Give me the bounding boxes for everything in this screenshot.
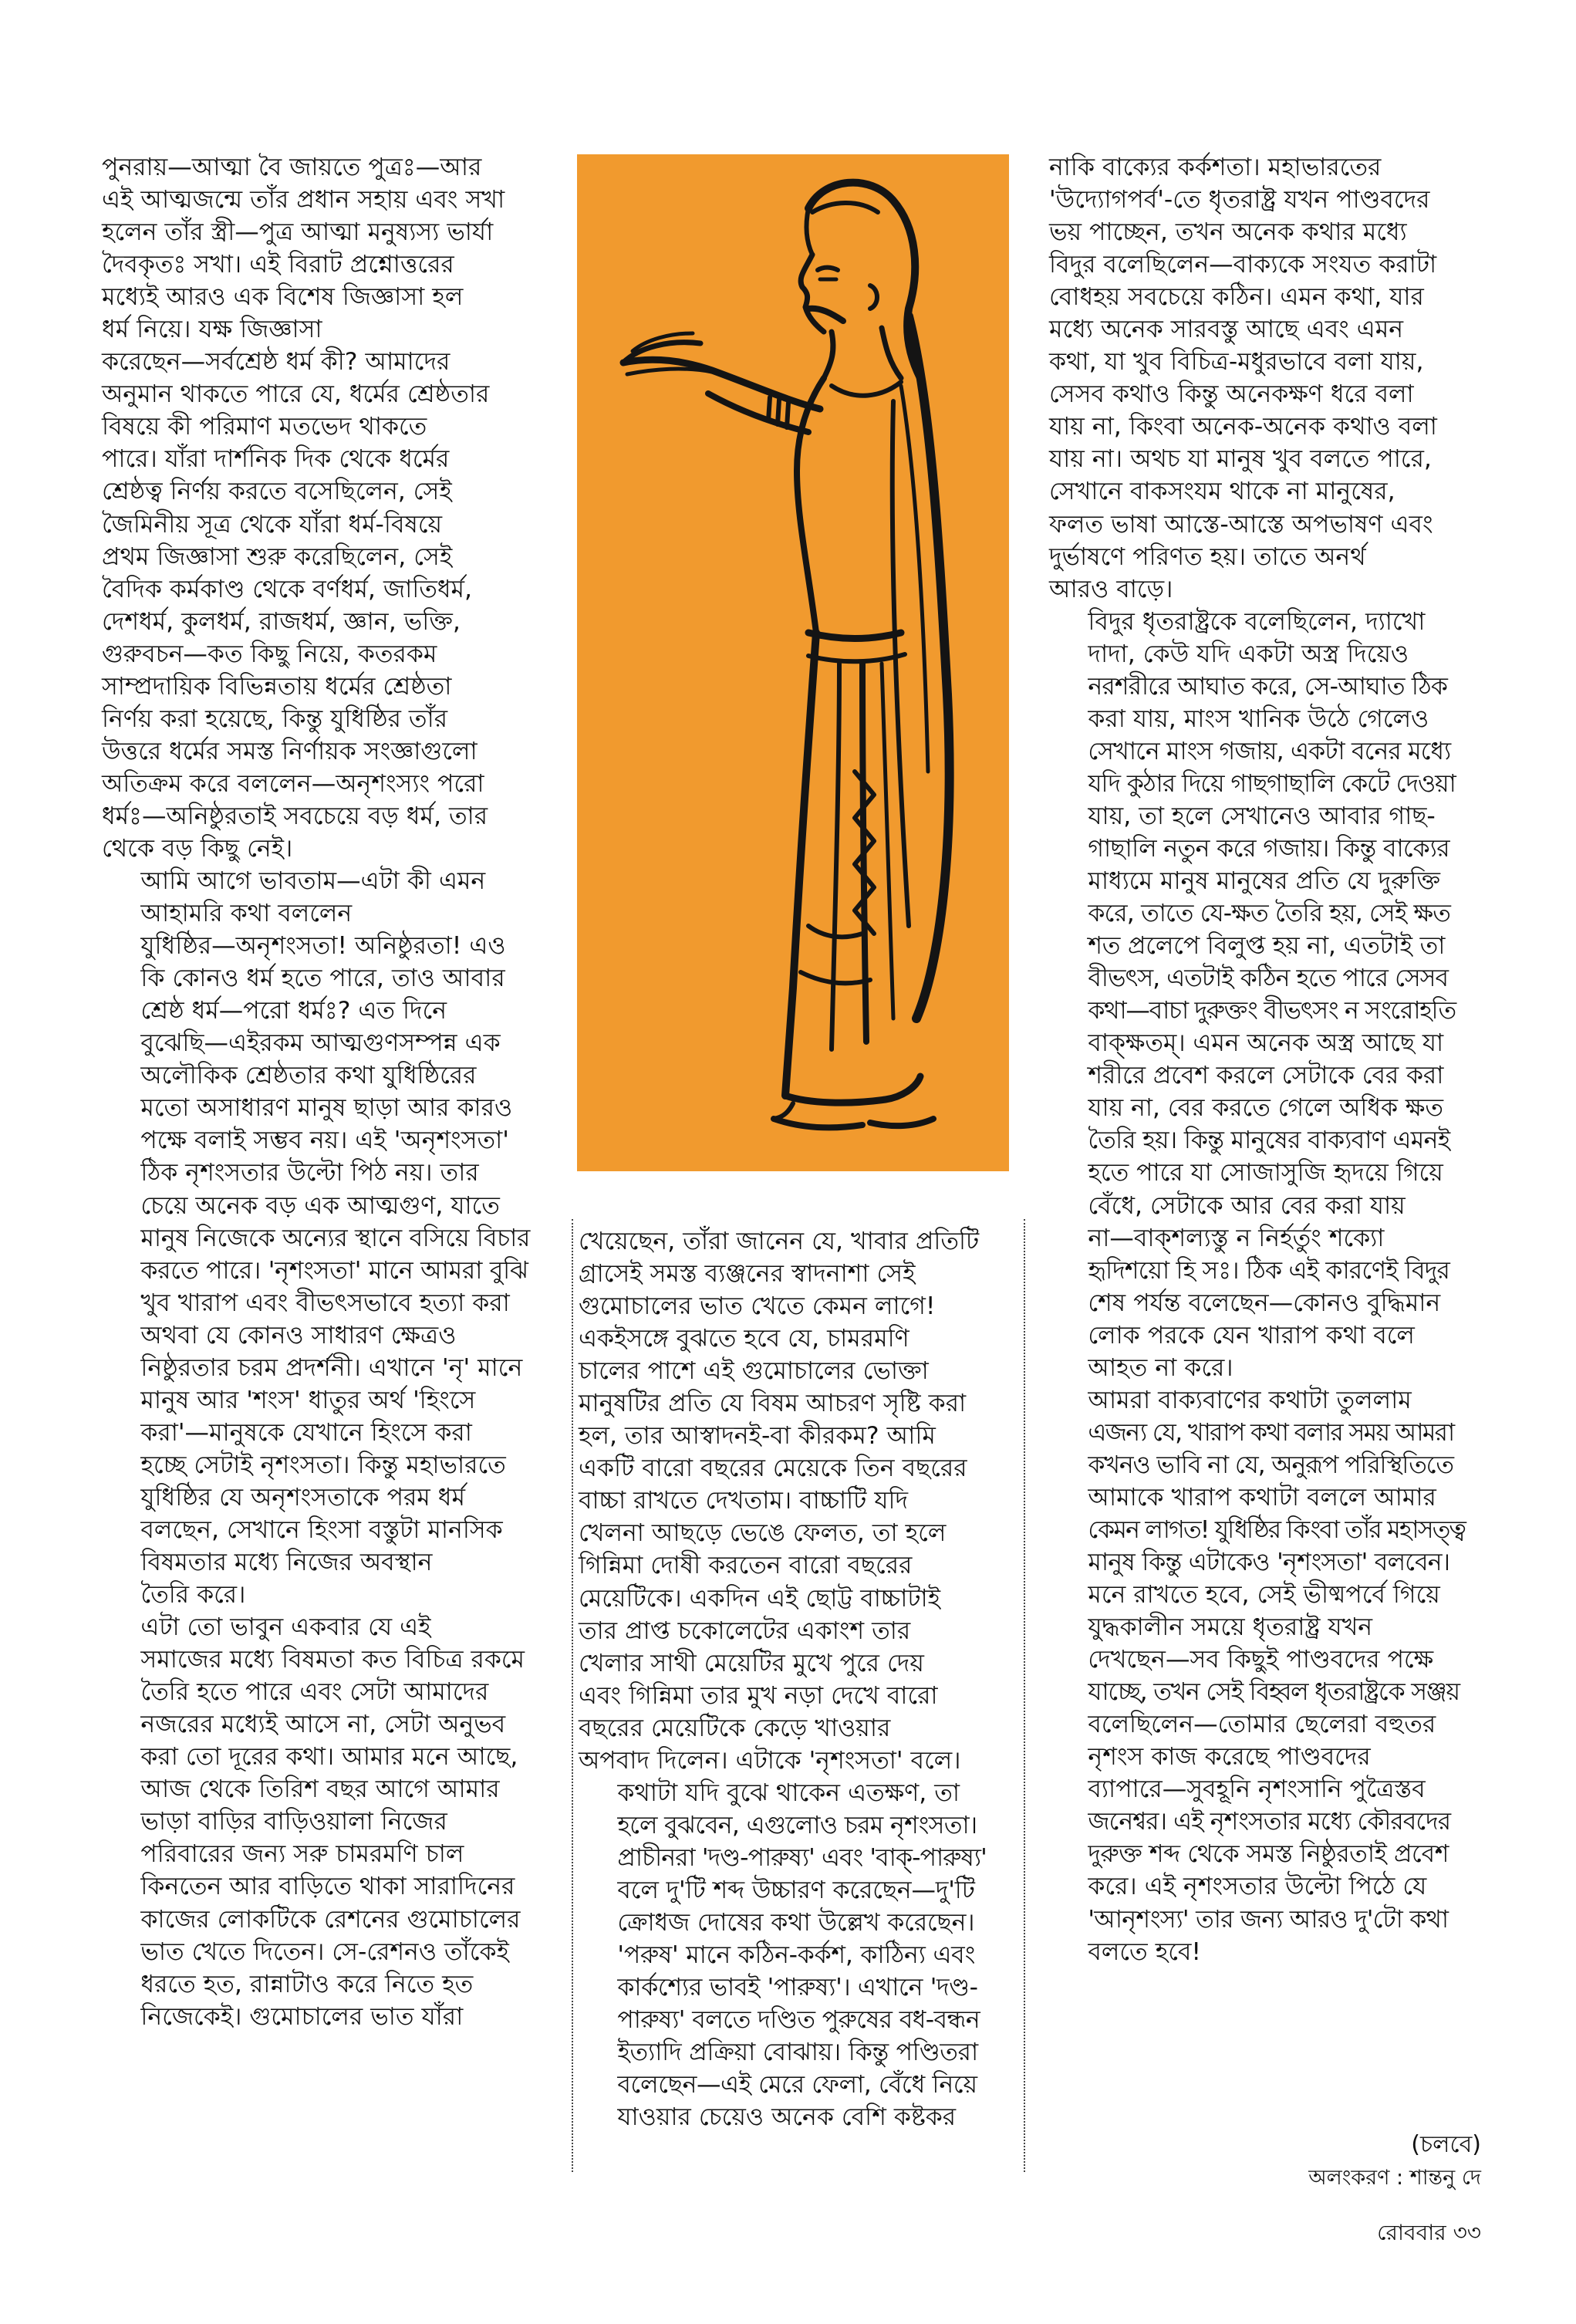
text-line: অনুমান থাকতে পারে যে, ধর্মের শ্রেষ্ঠতার	[102, 380, 490, 409]
text-line: পুনরায়—আত্মা বৈ জায়তে পুত্রঃ—আর	[102, 154, 482, 181]
text-line: বিষমতার মধ্যে নিজের অবস্থান	[140, 1549, 433, 1577]
text-line: মধ্যে অনেক সারবস্তু আছে এবং এমন	[1049, 316, 1404, 344]
text-line: সমাজের মধ্যে বিষমতা কত বিচিত্র রকমে	[140, 1646, 525, 1674]
text-line: সেখানে বাকসংযম থাকে না মানুষের,	[1049, 478, 1395, 506]
text-line: বলে দু'টি শব্দ উচ্চারণ করেছেন—দু'টি	[617, 1876, 975, 1904]
text-line: যায় না, কিংবা অনেক-অনেক কথাও বলা	[1049, 413, 1437, 441]
column-divider-left	[572, 1219, 573, 2172]
text-line: আহত না করে।	[1088, 1353, 1233, 1382]
text-line: ব্যাপারে—সুবহূনি নৃশংসানি পুত্রৈস্তব	[1088, 1775, 1426, 1804]
text-line: যায় না, বের করতে গেলে অধিক ক্ষত	[1088, 1094, 1443, 1123]
text-line: ক্রোধজ দোষের কথা উল্লেখ করেছেন।	[617, 1908, 975, 1937]
text-line: ইত্যাদি প্রক্রিয়া বোঝায়। কিন্তু পণ্ডিতরা	[617, 2039, 978, 2067]
text-line: 'পরুষ' মানে কঠিন-কর্কশ, কাঠিন্য এবং	[617, 1941, 976, 1970]
text-line: গাছালি নতুন করে গজায়। কিন্তু বাক্যের	[1088, 834, 1449, 863]
text-line: প্রথম জিজ্ঞাসা শুরু করেছিলেন, সেই	[102, 542, 453, 571]
text-line: প্রাচীনরা 'দণ্ড-পারুষ্য' এবং 'বাক্‌-পারুষ্য'	[617, 1843, 987, 1872]
paragraph	[579, 1225, 1012, 1777]
text-line: নৃশংস কাজ করেছে পাণ্ডবদের	[1088, 1743, 1371, 1772]
text-line: হতে পারে যা সোজাসুজি হৃদয়ে গিয়ে	[1088, 1159, 1443, 1187]
text-line: উত্তরে ধর্মের সমস্ত নির্ণায়ক সংজ্ঞাগুলো	[102, 737, 478, 765]
text-line: তৈরি হয়। কিন্তু মানুষের বাক্যবাণ এমনই	[1088, 1127, 1450, 1155]
text-line: কথাটা যদি বুঝে থাকেন এতক্ষণ, তা	[617, 1778, 960, 1807]
text-line: দুরুক্ত শব্দ থেকে সমস্ত নিষ্ঠুরতাই প্রবেশ	[1088, 1840, 1449, 1869]
text-line: আমাকে খারাপ কথাটা বললে আমার	[1088, 1483, 1436, 1512]
text-line: করা তো দূরের কথা। আমার মনে আছে,	[140, 1743, 518, 1772]
text-line: চেয়ে অনেক বড় এক আত্মগুণ, যাতে	[140, 1191, 500, 1220]
text-line: পক্ষে বলাই সম্ভব নয়। এই 'অনৃশংসতা'	[140, 1127, 509, 1155]
text-line: গুমোচালের ভাত খেতে কেমন লাগে!	[579, 1292, 936, 1321]
text-line: দেখছেন—সব কিছুই পাণ্ডবদের পক্ষে	[1088, 1646, 1434, 1674]
text-line: ভয় পাচ্ছেন, তখন অনেক কথার মধ্যে	[1049, 218, 1407, 247]
text-line: যুদ্ধকালীন সময়ে ধৃতরাষ্ট্র যখন	[1088, 1613, 1373, 1642]
illustration-credit: অলংকরণ : শান্তনু দে	[1308, 2166, 1481, 2190]
text-line: অপবাদ দিলেন। এটাকে 'নৃশংসতা' বলে।	[579, 1746, 961, 1775]
text-line: ভাত খেতে দিতেন। সে-রেশনও তাঁকেই	[140, 1937, 509, 1966]
text-line: মাধ্যমে মানুষ মানুষের প্রতি যে দুরুক্তি	[1088, 867, 1441, 896]
text-line: 'উদ্যোগপর্ব'-তে ধৃতরাষ্ট্র যখন পাণ্ডবদের	[1049, 186, 1430, 214]
text-line: বলতে হবে!	[1088, 1937, 1202, 1966]
text-line: করতে পারে। 'নৃশংসতা' মানে আমরা বুঝি	[140, 1256, 528, 1285]
paragraph	[1049, 606, 1481, 1384]
text-line: আমরা বাক্যবাণের কথাটা তুললাম	[1088, 1386, 1412, 1414]
text-line: শরীরে প্রবেশ করলে সেটাকে বের করা	[1088, 1062, 1444, 1090]
text-line: মানুষটির প্রতি যে বিষম আচরণ সৃষ্টি করা	[579, 1390, 967, 1418]
text-line: ধর্ম নিয়ে। যক্ষ জিজ্ঞাসা	[102, 316, 322, 344]
text-line: ধরতে হত, রান্নাটাও করে নিতে হত	[140, 1970, 474, 1998]
text-line: না—বাক্‌শল্যস্তু ন নির্হর্তুং শক্যো	[1088, 1224, 1385, 1252]
text-line: করেছেন—সর্বশ্রেষ্ঠ ধর্ম কী? আমাদের	[102, 348, 451, 377]
text-line: নাকি বাক্যের কর্কশতা। মহাভারতের	[1049, 154, 1382, 181]
text-line: পারে। যাঁরা দার্শনিক দিক থেকে ধর্মের	[102, 445, 450, 474]
text-line: বাক্‌ক্ষতম্‌। এমন অনেক অস্ত্র আছে যা	[1088, 1029, 1444, 1058]
text-line: বিষয়ে কী পরিমাণ মতভেদ থাকতে	[102, 413, 427, 441]
text-line: এবং গিন্নিমা তার মুখ নড়া দেখে বারো	[579, 1681, 938, 1710]
text-line: গুরুবচন—কত কিছু নিয়ে, কতরকম	[102, 640, 437, 668]
text-line: নিজেকেই। গুমোচালের ভাত যাঁরা	[140, 2002, 464, 2031]
text-line: বিদুর বলেছিলেন—বাক্যকে সংযত করাটা	[1049, 251, 1437, 279]
text-line: পারুষ্য' বলতে দণ্ডিত পুরুষের বধ-বন্ধন	[617, 2006, 980, 2035]
page-folio: রোববার ৩৩	[1377, 2220, 1481, 2245]
text-line: কখনও ভাবি না যে, অনুরূপ পরিস্থিতিতে	[1088, 1451, 1453, 1479]
text-line: যাওয়ার চেয়েও অনেক বেশি কষ্টকর	[617, 2103, 957, 2132]
text-line: থেকে বড় কিছু নেই।	[102, 834, 293, 863]
text-line: ঠিক নৃশংসতার উল্টো পিঠ নয়। তার	[140, 1159, 479, 1187]
text-line: মানুষ আর 'শংস' ধাতুর অর্থ 'হিংসে	[140, 1386, 476, 1414]
paragraph	[102, 151, 565, 865]
paragraph	[579, 1777, 1012, 2134]
text-line: মেয়েটিকে। একদিন এই ছোট্ট বাচ্চাটাই	[579, 1584, 941, 1613]
text-line: নরশরীরে আঘাত করে, সে-আঘাত ঠিক	[1088, 672, 1448, 701]
text-line: আরও বাড়ে।	[1049, 575, 1173, 603]
text-line: হলে বুঝবেন, এগুলোও চরম নৃশংসতা।	[617, 1811, 977, 1839]
text-line: এজন্য যে, খারাপ কথা বলার সময় আমরা	[1088, 1418, 1454, 1447]
article-column-left	[102, 151, 565, 2033]
text-line: ফলত ভাষা আস্তে-আস্তে অপভাষণ এবং	[1049, 510, 1433, 539]
text-line: কেমন লাগত! যুধিষ্ঠির কিংবা তাঁর মহাসত্ত্ব	[1088, 1515, 1466, 1544]
text-line: জৈমিনীয় সূত্র থেকে যাঁরা ধর্ম-বিষয়ে	[102, 510, 443, 539]
text-line: মানুষ নিজেকে অন্যের স্থানে বসিয়ে বিচার	[140, 1224, 530, 1252]
text-line: যদি কুঠার দিয়ে গাছগাছালি কেটে দেওয়া	[1088, 769, 1456, 798]
text-line: কাজের লোকটিকে রেশনের গুমোচালের	[140, 1905, 521, 1934]
text-line: চালের পাশে এই গুমোচালের ভোক্তা	[579, 1357, 929, 1386]
column-divider-right	[1024, 1219, 1025, 2172]
text-line: করা যায়, মাংস খানিক উঠে গেলেও	[1088, 704, 1429, 733]
text-line: এটা তো ভাবুন একবার যে এই	[140, 1613, 431, 1642]
text-line: ধর্মঃ—অনিষ্ঠুরতাই সবচেয়ে বড় ধর্ম, তার	[102, 802, 488, 830]
text-line: যায়, তা হলে সেখানেও আবার গাছ-	[1088, 802, 1436, 830]
text-line: করে। এই নৃশংসতার উল্টো পিঠে যে	[1088, 1873, 1427, 1901]
paragraph	[102, 865, 565, 1611]
text-line: অলৌকিক শ্রেষ্ঠতার কথা যুধিষ্ঠিরের	[140, 1062, 477, 1090]
text-line: বলেছেন—এই মেরে ফেলা, বেঁধে নিয়ে	[617, 2071, 977, 2099]
text-line: জনেশ্বর। এই নৃশংসতার মধ্যে কৌরবদের	[1088, 1808, 1451, 1836]
text-line: তৈরি হতে পারে এবং সেটা আমাদের	[140, 1678, 489, 1707]
text-line: দৈবকৃতঃ সখা। এই বিরাট প্রশ্নোত্তরের	[102, 251, 454, 279]
text-line: বিদুর ধৃতরাষ্ট্রকে বলেছিলেন, দ্যাখো	[1088, 607, 1426, 636]
text-line: কি কোনও ধর্ম হতে পারে, তাও আবার	[140, 964, 505, 993]
text-line: অতিক্রম করে বললেন—অনৃশংস্যং পরো	[102, 769, 484, 798]
text-line: অথবা যে কোনও সাধারণ ক্ষেত্রও	[140, 1321, 457, 1349]
text-line: এই আত্মজন্মে তাঁর প্রধান সহায় এবং সখা	[102, 186, 505, 214]
text-line: নিষ্ঠুরতার চরম প্রদর্শনী। এখানে 'নৃ' মানে	[140, 1353, 523, 1382]
text-line: গ্রাসেই সমস্ত ব্যঞ্জনের স্বাদনাশা সেই	[579, 1260, 916, 1289]
text-line: একটি বারো বছরের মেয়েকে তিন বছরের	[579, 1454, 967, 1483]
text-line: পরিবারের জন্য সরু চামরমণি চাল	[140, 1840, 464, 1869]
text-line: মধ্যেই আরও এক বিশেষ জিজ্ঞাসা হল	[102, 283, 464, 312]
text-line: বেঁধে, সেটাকে আর বের করা যায়	[1088, 1191, 1406, 1220]
text-line: শ্রেষ্ঠ ধর্ম—পরো ধর্মঃ? এত দিনে	[140, 997, 447, 1025]
text-line: খেলনা আছড়ে ভেঙে ফেলত, তা হলে	[579, 1519, 947, 1548]
paragraph	[102, 1611, 565, 2033]
text-line: খেয়েছেন, তাঁরা জানেন যে, খাবার প্রতিটি	[579, 1228, 980, 1255]
text-line: বলেছিলেন—তোমার ছেলেরা বহুতর	[1088, 1711, 1436, 1739]
text-line: বলছেন, সেখানে হিংসা বস্তুটা মানসিক	[140, 1515, 503, 1544]
text-line: শেষ পর্যন্ত বলেছেন—কোনও বুদ্ধিমান	[1088, 1289, 1441, 1317]
text-line: সেসব কথাও কিন্তু অনেকক্ষণ ধরে বলা	[1049, 380, 1414, 409]
text-line: দেশধর্ম, কুলধর্ম, রাজধর্ম, জ্ঞান, ভক্তি,	[102, 607, 461, 636]
text-line: বুঝেছি—এইরকম আত্মগুণসম্পন্ন এক	[140, 1029, 501, 1058]
text-line: করে, তাতে যে-ক্ষত তৈরি হয়, সেই ক্ষত	[1088, 900, 1451, 928]
text-line: মনে রাখতে হবে, সেই ভীষ্মপর্বে গিয়ে	[1088, 1581, 1440, 1610]
text-line: সাম্প্রদায়িক বিভিন্নতায় ধর্মের শ্রেষ্ঠতা	[102, 672, 452, 701]
text-line: হল, তার আস্বাদনই-বা কীরকম? আমি	[579, 1422, 936, 1451]
text-line: করা'—মানুষকে যেখানে হিংসে করা	[140, 1418, 472, 1447]
paragraph	[1049, 151, 1481, 606]
text-line: মানুষ কিন্তু এটাকেও 'নৃশংসতা' বলবেন।	[1088, 1549, 1450, 1577]
text-line: খুব খারাপ এবং বীভৎসভাবে হত্যা করা	[140, 1289, 510, 1317]
text-line: কিনতেন আর বাড়িতে থাকা সারাদিনের	[140, 1873, 515, 1901]
text-line: 'আনৃশংস্য' তার জন্য আরও দু'টো কথা	[1088, 1905, 1449, 1934]
text-line: একইসঙ্গে বুঝতে হবে যে, চামরমণি	[579, 1325, 909, 1353]
text-line: শত প্রলেপে বিলুপ্ত হয় না, এতটাই তা	[1088, 932, 1446, 961]
text-line: কার্কশ্যের ভাবই 'পারুষ্য'। এখানে 'দণ্ড-	[617, 1974, 978, 2002]
text-line: নির্ণয় করা হয়েছে, কিন্তু যুধিষ্ঠির তাঁর	[102, 704, 448, 733]
text-line: লোক পরকে যেন খারাপ কথা বলে	[1088, 1321, 1415, 1349]
text-line: বৈদিক কর্মকাণ্ড থেকে বর্ণধর্ম, জাতিধর্ম,	[102, 575, 473, 603]
illustration-figure	[577, 154, 1009, 1171]
text-line: নজরের মধ্যেই আসে না, সেটা অনুভব	[140, 1711, 506, 1739]
text-line: মতো অসাধারণ মানুষ ছাড়া আর কারও	[140, 1094, 513, 1123]
text-line: সেখানে মাংস গজায়, একটা বনের মধ্যে	[1088, 737, 1451, 765]
article-column-middle	[579, 1225, 1012, 2133]
article-column-right	[1049, 151, 1481, 1968]
text-line: তার প্রাপ্ত চকোলেটের একাংশ তার	[579, 1616, 911, 1645]
text-line: বাচ্চা রাখতে দেখতাম। বাচ্চাটি যদি	[579, 1487, 909, 1515]
text-line: বোধহয় সবচেয়ে কঠিন। এমন কথা, যার	[1049, 283, 1424, 312]
text-line: হৃদিশয়ো হি সঃ। ঠিক এই কারণেই বিদুর	[1088, 1256, 1450, 1285]
continued-note: (চলবে)	[1411, 2131, 1481, 2158]
text-line: যুধিষ্ঠির যে অনৃশংসতাকে পরম ধর্ম	[140, 1483, 465, 1512]
text-line: কথা—বাচা দুরুক্তং বীভৎসং ন সংরোহতি	[1088, 997, 1456, 1025]
text-line: আহামরি কথা বললেন	[140, 900, 353, 928]
text-line: গিন্নিমা দোষী করতেন বারো বছরের	[579, 1552, 913, 1580]
text-line: তৈরি করে।	[140, 1581, 246, 1610]
text-line: আজ থেকে তিরিশ বছর আগে আমার	[140, 1775, 500, 1804]
text-line: খেলার সাথী মেয়েটির মুখে পুরে দেয়	[579, 1649, 924, 1677]
text-line: যায় না। অথচ যা মানুষ খুব বলতে পারে,	[1049, 445, 1432, 474]
text-line: হলেন তাঁর স্ত্রী—পুত্র আত্মা মনুষ্যস্য ভার্যা	[102, 218, 494, 247]
text-line: দাদা, কেউ যদি একটা অস্ত্র দিয়েও	[1088, 640, 1409, 668]
text-line: বছরের মেয়েটিকে কেড়ে খাওয়ার	[579, 1714, 891, 1742]
text-line: শ্রেষ্ঠত্ব নির্ণয় করতে বসেছিলেন, সেই	[102, 478, 452, 506]
text-line: আমি আগে ভাবতাম—এটা কী এমন	[140, 867, 486, 896]
text-line: কথা, যা খুব বিচিত্র-মধুরভাবে বলা যায়,	[1049, 348, 1424, 377]
text-line: হচ্ছে সেটাই নৃশংসতা। কিন্তু মহাভারতে	[140, 1451, 506, 1479]
paragraph	[1049, 1384, 1481, 1968]
text-line: যাচ্ছে, তখন সেই বিহ্বল ধৃতরাষ্ট্রকে সঞ্জয়	[1088, 1678, 1460, 1707]
text-line: ভাড়া বাড়ির বাড়িওয়ালা নিজের	[140, 1808, 447, 1836]
text-line: যুধিষ্ঠির—অনৃশংসতা! অনিষ্ঠুরতা! এও	[140, 932, 506, 961]
text-line: বীভৎস, এতটাই কঠিন হতে পারে সেসব	[1088, 964, 1449, 993]
text-line: দুর্ভাষণে পরিণত হয়। তাতে অনর্থ	[1049, 542, 1366, 571]
